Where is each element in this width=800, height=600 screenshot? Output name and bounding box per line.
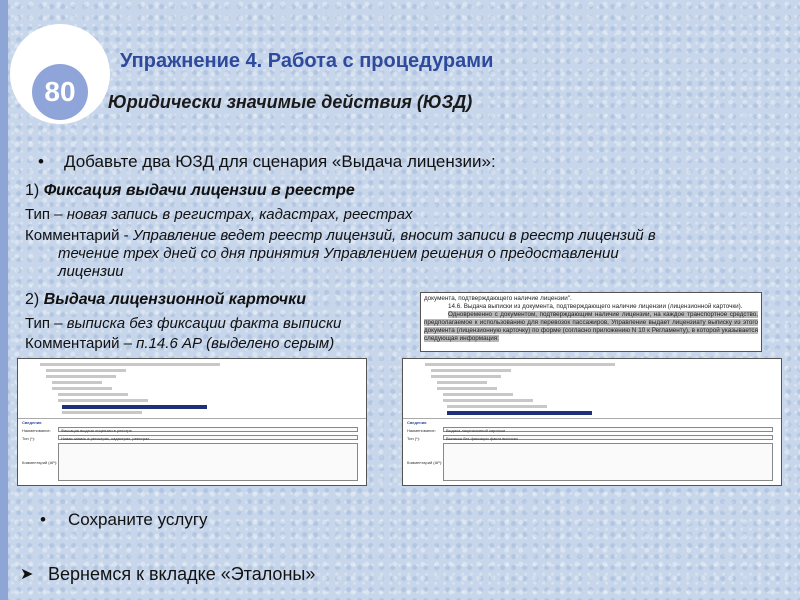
form-section-title: Сведения (407, 420, 427, 425)
item1-type (25, 206, 412, 224)
item1-comment (25, 227, 656, 245)
regulation-text (421, 293, 761, 345)
item2-type-value: выписка без фиксации факта выписки (66, 315, 342, 332)
tree-node (62, 411, 142, 414)
tree-node (443, 393, 513, 396)
item1-comment-label: Комментарий - (25, 227, 129, 244)
tree-node (58, 399, 148, 402)
slide-subtitle: Юридически значимые действия (ЮЗД) (108, 92, 473, 112)
divider (403, 418, 781, 419)
item1-comment-line2-text: течение трех дней со дня принятия Управлением решения о предоставлении (58, 245, 619, 262)
form-type-select[interactable] (58, 435, 358, 440)
form-type-label: Тип (*): (407, 436, 421, 441)
footer-text: Вернемся к вкладке «Эталоны» (48, 564, 316, 584)
tree-node (52, 387, 112, 390)
tree-node (443, 399, 533, 402)
item2-comment (25, 335, 334, 353)
divider (18, 418, 366, 419)
item1-comment-line3-text: лицензии (58, 263, 124, 280)
regulation-line1: документа, подтверждающего наличие лицензии". (424, 295, 572, 302)
item1-comment-line1: Управление ведет реестр лицензий, вносит записи в реестр лицензий в (132, 227, 656, 244)
item2-comment-value: п.14.6 АР (выделено серым) (136, 335, 335, 352)
tree-node (46, 375, 116, 378)
save-text: Сохраните услугу (68, 510, 208, 529)
arrow-bullet-icon: ➤ (20, 566, 34, 583)
item1-heading (25, 182, 355, 200)
form-name-value: Выдача лицензионной карточки (446, 428, 506, 433)
bullet-dot-icon: • (40, 510, 46, 529)
tree-node (52, 381, 102, 384)
form-comment-label: Комментарий (АР): (22, 460, 58, 465)
slide-title: Упражнение 4. Работа с процедурами (120, 50, 494, 72)
intro-bullet (38, 152, 496, 172)
tree-node (40, 363, 220, 366)
item1-num: 1) (25, 182, 40, 199)
left-accent-bar (0, 0, 8, 600)
save-bullet (40, 510, 208, 530)
regulation-line2: 14.6. Выдача выписки из документа, подтверждающего наличие лицензии (лицензионной карточки). (448, 303, 743, 310)
tree-node-selected[interactable] (62, 405, 207, 409)
item2-name: Выдача лицензионной карточки (43, 291, 306, 308)
item1-comment-line3 (58, 263, 124, 281)
item2-type-label: Тип – (25, 315, 63, 332)
item2-heading (25, 291, 306, 309)
tree-node (58, 393, 128, 396)
item2-type (25, 315, 341, 333)
item1-type-value: новая запись в регистрах, кадастрах, реестрах (66, 206, 413, 223)
form-name-input[interactable] (58, 427, 358, 432)
form-comment-textarea[interactable] (58, 443, 358, 481)
form-comment-textarea[interactable] (443, 443, 773, 481)
item1-name: Фиксация выдачи лицензии в реестре (43, 182, 355, 199)
tree-node (437, 381, 487, 384)
tree-node (447, 405, 547, 408)
form-comment-label: Комментарий (АР): (407, 460, 443, 465)
tree-node (437, 387, 497, 390)
form-name-label: Наименование: (22, 428, 51, 433)
tree-node (431, 375, 501, 378)
form-type-select[interactable] (443, 435, 773, 440)
form-type-value: Выписка без фиксации факта выписки (446, 436, 518, 441)
form-name-value: Фиксация выдачи лицензии в реестре (61, 428, 132, 433)
form-name-label: Наименование: (407, 428, 436, 433)
form-type-label: Тип (*): (22, 436, 36, 441)
item1-type-label: Тип – (25, 206, 63, 223)
tree-node-selected[interactable] (447, 411, 592, 415)
form-type-value: Новая запись в регистрах, кадастрах, реестрах (61, 436, 150, 441)
item1-comment-line2 (58, 245, 619, 263)
bullet-dot-icon: • (38, 152, 44, 171)
slide-number-circle (10, 24, 110, 124)
slide-number: 80 (32, 64, 88, 120)
form-name-input[interactable] (443, 427, 773, 432)
tree-node (425, 363, 615, 366)
tree-node (46, 369, 126, 372)
regulation-line3-highlighted: Одновременно с документом, подтверждающим наличие лицензии, на каждое транспортное средство, предполагаемое к использованию для перевозок пассажиров, Управление выдает лицензиату выписку из этого документа (лицензионную карточку) по форме (согласно приложению N 10 к Регламенту), в которой указывается следующая информация: (424, 311, 758, 342)
intro-text: Добавьте два ЮЗД для сценария «Выдача лицензии»: (64, 152, 496, 171)
tree-node (431, 369, 511, 372)
item2-comment-label: Комментарий – (25, 335, 132, 352)
item2-num: 2) (25, 291, 40, 308)
regulation-excerpt (420, 292, 762, 352)
screenshot-right (402, 358, 782, 486)
form-section-title: Сведения (22, 420, 42, 425)
screenshot-left (17, 358, 367, 486)
